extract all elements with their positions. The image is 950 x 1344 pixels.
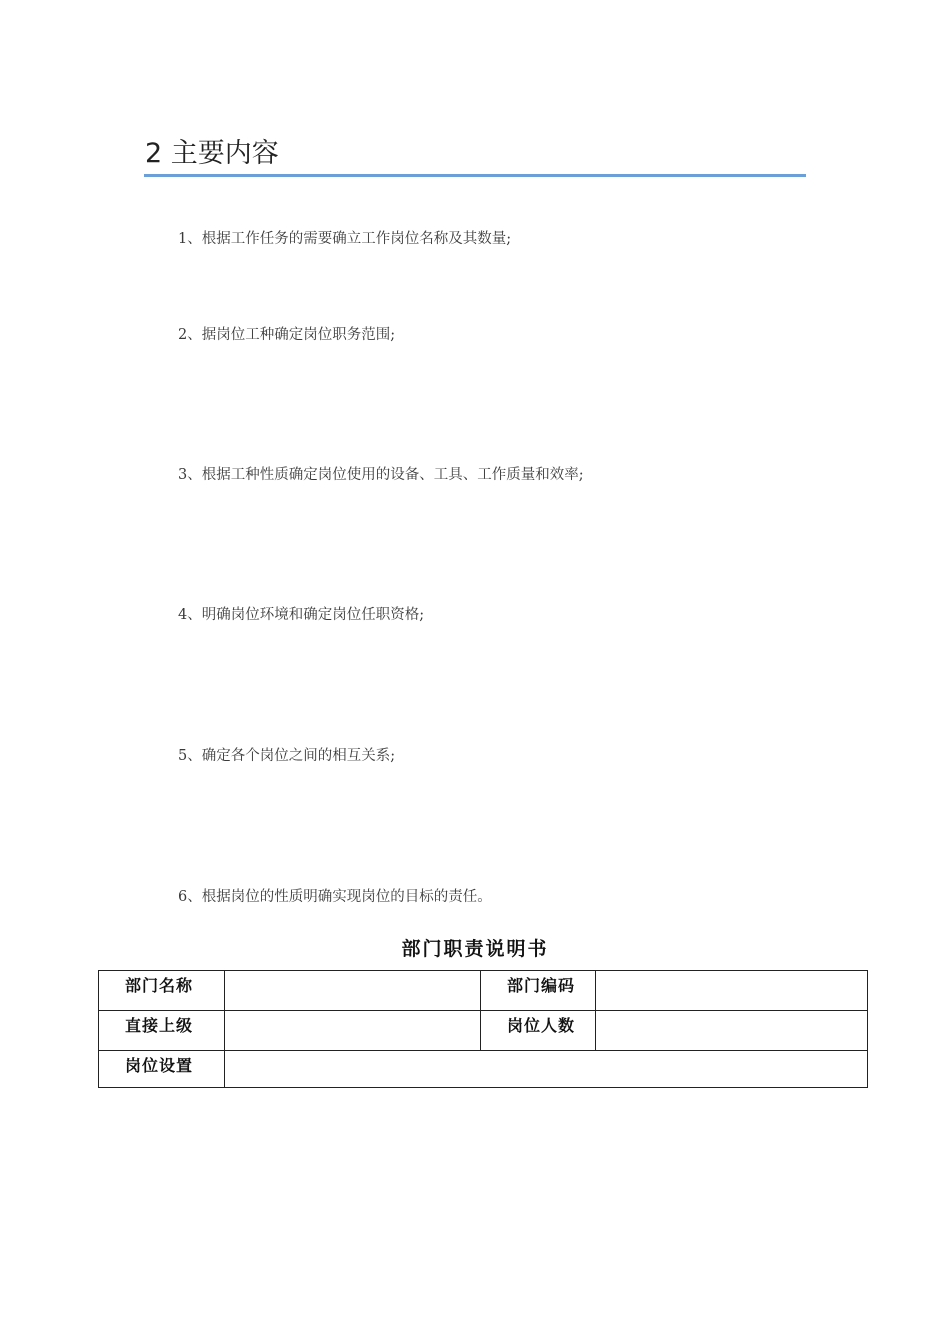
table-title: 部门职责说明书 [401, 938, 549, 960]
list-item: 3、根据工种性质确定岗位使用的设备、工具、工作质量和效率; [178, 467, 584, 483]
table-row [99, 1011, 868, 1051]
heading-underline [144, 174, 806, 177]
label-position-setup: 岗位设置 [99, 1051, 225, 1088]
label-headcount: 岗位人数 [481, 1011, 596, 1051]
department-duty-table [98, 970, 868, 1088]
label-direct-superior: 直接上级 [99, 1011, 225, 1051]
value-direct-superior[interactable] [225, 1011, 481, 1051]
section-heading: 2 主要内容 [145, 138, 279, 169]
list-item: 1、根据工作任务的需要确立工作岗位名称及其数量; [178, 231, 512, 247]
list-item: 4、明确岗位环境和确定岗位任职资格; [178, 607, 425, 623]
table-row [99, 971, 868, 1011]
list-item: 6、根据岗位的性质明确实现岗位的目标的责任。 [178, 889, 492, 905]
label-department-name: 部门名称 [99, 971, 225, 1011]
value-department-code[interactable] [596, 971, 868, 1011]
table-row [99, 1051, 868, 1088]
list-item: 5、确定各个岗位之间的相互关系; [178, 748, 396, 764]
value-position-setup[interactable] [225, 1051, 868, 1088]
label-department-code: 部门编码 [481, 971, 596, 1011]
value-department-name[interactable] [225, 971, 481, 1011]
value-headcount[interactable] [596, 1011, 868, 1051]
list-item: 2、据岗位工种确定岗位职务范围; [178, 327, 396, 343]
